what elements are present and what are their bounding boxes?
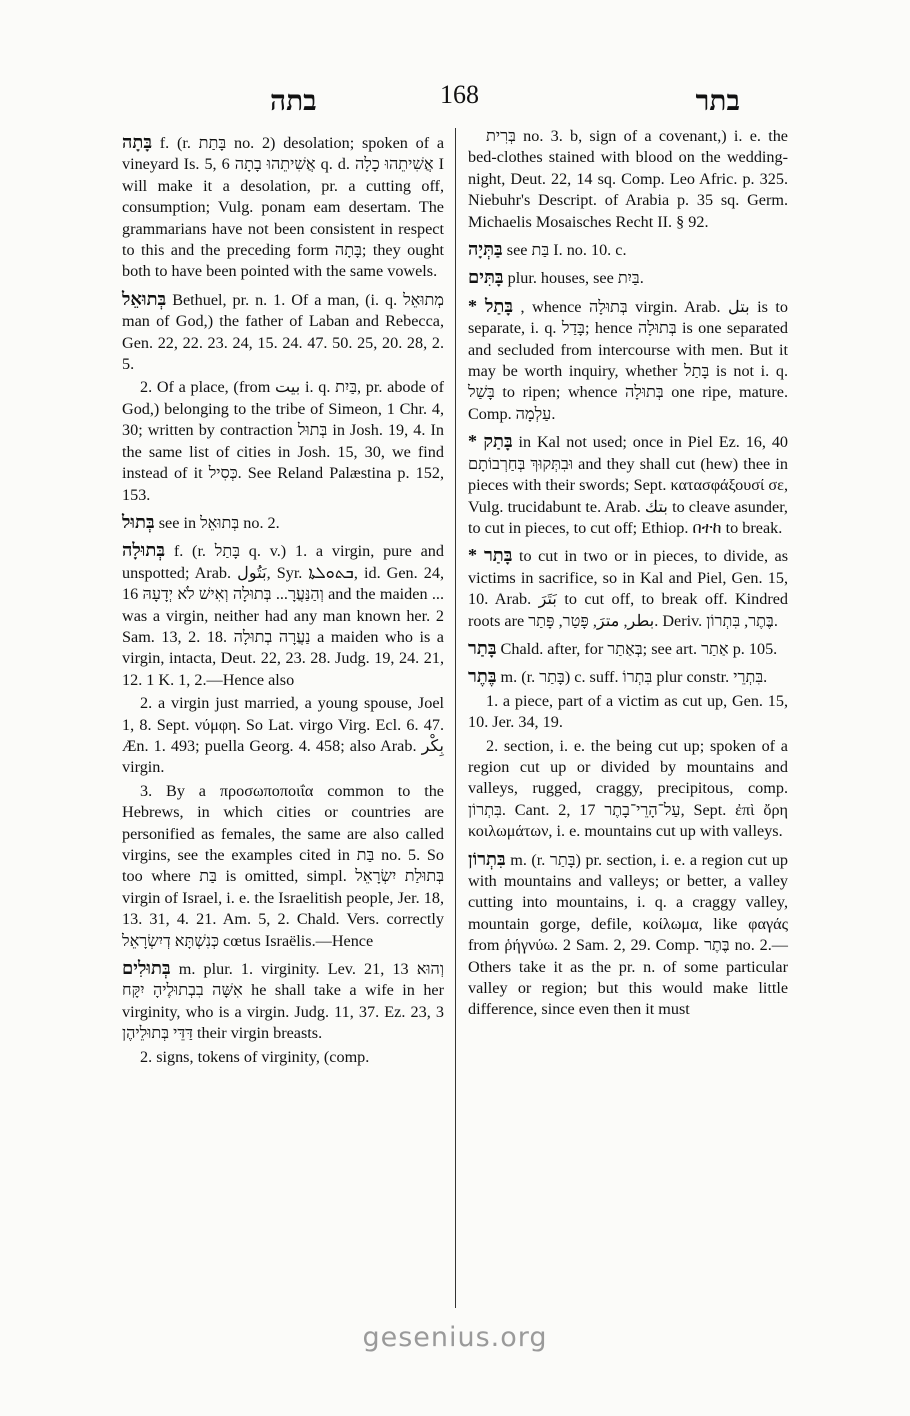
entry-text: Chald. after, for בְּאַתַר; see art. אַתַר p. 105. [500, 639, 778, 658]
entry-text: , whence בְּתוּלָה virgin. Arab. بتل is to separate, i. q. בָּדַל; hence בְּתוּלָה is one separated and secluded from intercourse with men. But it may be worth inquiry, whether בָּתַל is not i. q. בָּשַׁל to ripen; whence בְּתוּלָה one ripe, mature. Comp. עַלְמָה. [468, 297, 789, 423]
dictionary-entry [468, 666, 788, 688]
right-column [468, 126, 788, 1023]
entry-text: f. (r. בָּתַת no. 2) desolation; spoken of a vineyard Is. 5, 6 אֲשִׁיתֵהוּ בָתָה q. d. אֲשִׁיתֵהוּ כָלָה I will make it a desolation, pr. a cutting off, consumption; Vulg. ponam eam desertam. The grammarians have not been consistent in respect to this and the preceding form בָּתָה; they ought both to have been pointed with the same vowels. [122, 134, 445, 281]
entry-headword: * בָּתַר [468, 545, 513, 566]
entry-text: to cut in two or in pieces, to divide, as victims in sacrifice, so in Kal and Piel, Gen. 15, 10. Arab. بَتَرَ to cut off, to break off. Kindred roots are بطر, مترَ, פָּטַר, פָּתַר. Deriv. בֶּתֶר, בִּתְרוֹן. [468, 547, 789, 630]
entry-text: 2. Of a place, (from بيت i. q. בַּיִת, pr. abode of God,) belonging to the tribe of Simeon, 1 Chr. 4, 30; written by contraction בְּתוּל in Josh. 19, 4. In the same list of cities in Josh. 15, 30, we find instead of it כְּסִיל. See Reland Palæstina p. 152, 153. [122, 378, 444, 504]
entry-text: m. plur. 1. virginity. Lev. 21, 13 וְהוּא אִשָּׁה בִבְתוּלֶיהָ יִקָּח he shall take a wife in her virginity, who is a virgin. Judg. 11, 37. Ez. 23, 3 דַּדֵּי בְּתוּלֵיהֶן their virgin breasts. [122, 960, 444, 1043]
dictionary-entry [468, 736, 788, 843]
dictionary-entry [468, 638, 788, 660]
entry-headword: בַּתְּיָה [468, 239, 503, 260]
left-column [122, 126, 444, 1070]
header-right-word: בתר [695, 84, 740, 117]
entry-text: see in בְּתוּאֵל no. 2. [158, 513, 280, 532]
header-left-word: בתה [270, 84, 317, 117]
entry-text: in Kal not used; once in Piel Ez. 16, 40 וּבִתְּקוּךְ בְּחַרְבוֹתָם and they shall cut (hew) thee in pieces with their swords; Sept. κατασφάξουσί σε, Vulg. trucidabunt te. Arab. بتك to cleave asunder, to cut in pieces, to cut off; Ethiop. በተከ to break. [468, 433, 789, 537]
entry-headword: בִּתְרוֹן [468, 848, 506, 869]
entry-headword: * בָּתַל [468, 295, 514, 316]
entry-text: Bethuel, pr. n. 1. Of a man, (i. q. מְתוּאֵל man of God,) the father of Laban and Rebecca, Gen. 22, 22. 23. 24, 15. 24. 47. 50. 25, 20. 28, 2. 5. [122, 290, 445, 374]
dictionary-entry [468, 849, 788, 1021]
dictionary-entry [122, 1047, 444, 1068]
entry-headword: בָּתַר [468, 637, 497, 658]
entry-text: f. (r. בָּתַל q. v.) 1. a virgin, pure and unspotted; Arab. بَتُول, Syr. ܒܬܘܠܬܐ, id. Gen. 24, 16 וְהַנַּעֲרָ... בְּתוּלָה וְאִישׁ לֹא יְדָעָהּ and the maiden ... was a virgin, neither had any man known her. 2 Sam. 13, 2. 18. נַעֲרָה בְתוּלָה a maiden who is a virgin, intacta, Deut. 22, 23. 28. Judg. 19, 24. 21, 12. 1 K. 1, 2.—Hence also [122, 542, 444, 689]
entry-headword: בְּתוּלִים [122, 958, 171, 979]
dictionary-entry [468, 545, 788, 632]
watermark-footer: gesenius.org [362, 1322, 548, 1353]
dictionary-entry [468, 239, 788, 261]
column-divider [455, 128, 456, 1308]
entry-text: 3. By a προσωποποιΐα common to the Hebrews, in which cities or countries are personified as females, the same are also called virgins, see the examples cited in בַּת no. 5. So too where בַּת is omitted, simpl. בְּתוּלַת יִשְׂרָאֵל virgin of Israel, i. e. the Israelitish people, Jer. 18, 13. 31, 4. 21. Am. 5, 2. Chald. Vers. correctly כְּנִשְׁתָּא דְיִשְׂרָאֵל cœtus Israëlis.—Hence [122, 781, 445, 950]
entry-headword: * בָּתַק [468, 431, 513, 452]
dictionary-entry [122, 132, 444, 283]
entry-text: plur. houses, see בַּיִת. [507, 269, 644, 288]
dictionary-entry [122, 512, 444, 534]
dictionary-entry [122, 781, 444, 952]
dictionary-entry [468, 126, 788, 233]
dictionary-entry [468, 296, 788, 425]
entry-headword: בְּתוּלָה [122, 540, 166, 561]
page-number: 168 [440, 80, 479, 109]
entry-headword: בֶּתֶר [468, 666, 497, 687]
dictionary-entry [122, 289, 444, 376]
entry-headword: בְּתוּאֵל [122, 288, 167, 309]
entry-headword: בָּתָה [122, 132, 153, 152]
page-header [120, 80, 780, 120]
entry-text: 2. section, i. e. the being cut up; spoken of a region cut up or divided by mountains and valleys, rugged, craggy, precipitous, comp. בִּתְרוֹן. Cant. 2, 17 עַל־הָרֵי־בָתֶר, Sept. ἐπὶ ὄρη κοιλωμάτων, i. e. mountains cut up with valleys. [468, 736, 788, 841]
dictionary-entry [122, 540, 444, 691]
dictionary-entry [468, 267, 788, 289]
entry-text: see בַּת I. no. 10. c. [506, 241, 627, 260]
entry-text: m. (r. בָּתַר) c. suff. בִּתְרוֹ plur constr. בִּתְרֵי. [500, 668, 768, 687]
entry-text: 2. signs, tokens of virginity, (comp. [140, 1047, 370, 1066]
entry-headword: בָּתִּים [468, 267, 504, 288]
entry-text: בְּרִית no. 3. b, sign of a covenant,) i. e. the bed-clothes stained with blood on the wedding-night, Deut. 22, 14 sq. Comp. Leo Afric. p. 325. Niebuhr's Descript. of Arabia p. 35 sq. Germ. Michaelis Mosaisches Recht II. § 92. [468, 127, 788, 231]
entry-text: m. (r. בָּתַר) pr. section, i. e. a region cut up with mountains and valleys; or better, a valley cutting into mountains, i. q. a craggy valley, mountain gorge, defile, κοίλωμα, like φαγάς from ῥήγνύω. 2 Sam. 2, 29. Comp. בֶּתֶר no. 2.—Others take it as the pr. n. of some particular valley or region; but this would make little difference, since even then it must [468, 850, 789, 1019]
entry-text: 2. a virgin just married, a young spouse, Joel 1, 8. Sept. νύμφη. So Lat. virgo Virg. Ecl. 6. 47. Æn. 1. 493; puella Georg. 4. 458; also Arab. بِكْر virgin. [122, 694, 444, 777]
dictionary-entry [468, 431, 788, 539]
entry-text: 1. a piece, part of a victim as cut up, Gen. 15, 10. Jer. 34, 19. [468, 691, 788, 732]
dictionary-entry [122, 958, 444, 1045]
entry-headword: בְּתוּל [122, 511, 155, 532]
dictionary-entry [122, 693, 444, 779]
dictionary-entry [122, 377, 444, 505]
dictionary-entry [468, 691, 788, 734]
